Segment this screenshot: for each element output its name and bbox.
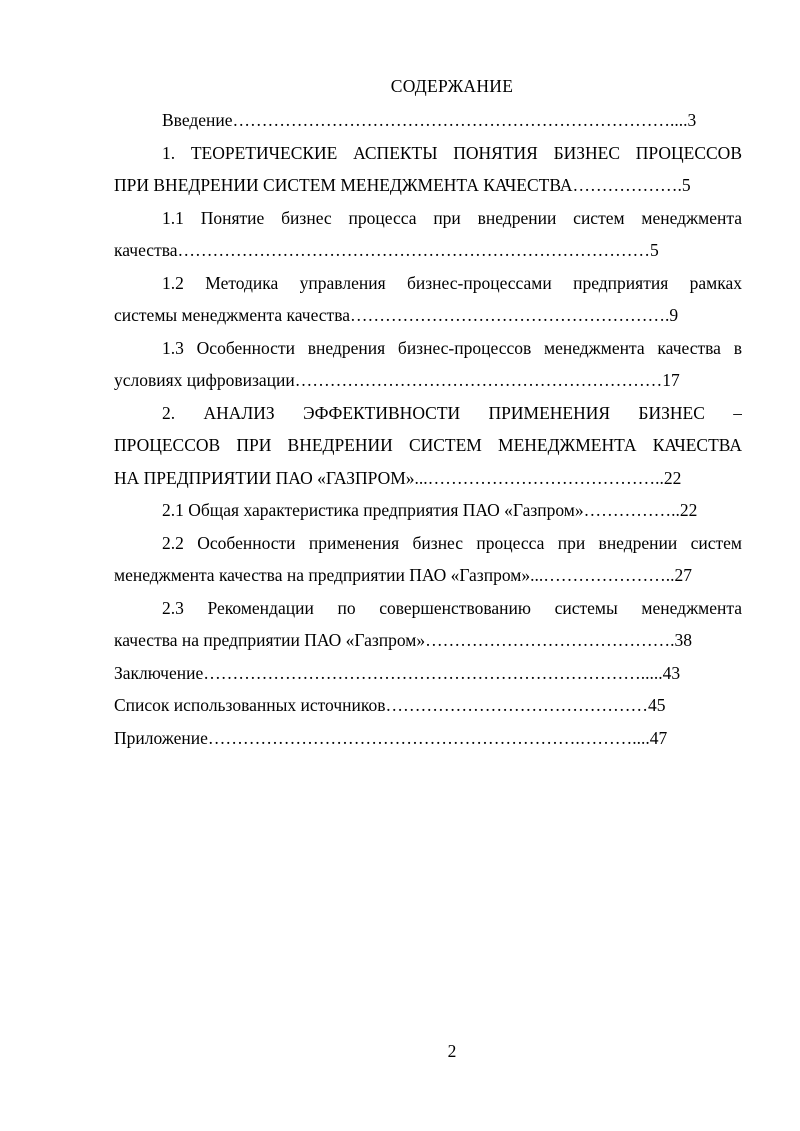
toc-entry-section-1-1	[114, 202, 742, 267]
toc-entry-section-1-3	[114, 332, 742, 397]
toc-entry-appendix	[114, 722, 742, 755]
toc-line: 2. АНАЛИЗ ЭФФЕКТИВНОСТИ ПРИМЕНЕНИЯ БИЗНЕС –	[162, 402, 742, 423]
toc-entry-introduction	[114, 104, 742, 137]
toc-line: НА ПРЕДПРИЯТИИ ПАО «ГАЗПРОМ»...…………………………………..22	[114, 467, 682, 488]
toc-entry-chapter-1	[114, 137, 742, 202]
toc-line: условиях цифровизации………………………………………………………17	[114, 370, 680, 390]
toc-line: ПРИ ВНЕДРЕНИИ СИСТЕМ МЕНЕДЖМЕНТА КАЧЕСТВА……………….5	[114, 175, 691, 195]
toc-line: 1.2 Методика управления бизнес-процессами предприятия рамках	[162, 272, 742, 293]
toc-line: 2.1 Общая характеристика предприятия ПАО «Газпром»……………..22	[162, 500, 698, 520]
toc-entry-chapter-2	[114, 397, 742, 495]
toc-line: Введение…………………………………………………………………....3	[162, 110, 697, 130]
toc-line: Заключение………………………………………………………………….....43	[114, 662, 681, 683]
toc-entry-section-1-2	[114, 267, 742, 332]
toc-line: ПРОЦЕССОВ ПРИ ВНЕДРЕНИИ СИСТЕМ МЕНЕДЖМЕНТА КАЧЕСТВА	[114, 435, 742, 455]
toc-entry-references	[114, 689, 742, 722]
toc-entry-section-2-1	[114, 494, 742, 527]
toc-entry-section-2-3	[114, 592, 742, 657]
toc-line: качества на предприятии ПАО «Газпром»…………………………………….38	[114, 630, 693, 650]
toc-line: 2.2 Особенности применения бизнес процесса при внедрении систем	[162, 532, 742, 553]
toc-entry-section-2-2	[114, 527, 742, 592]
toc-entry-conclusion	[114, 657, 742, 690]
table-of-contents	[114, 104, 742, 754]
toc-line: Приложение……………………………………………………….………....47	[114, 727, 668, 748]
toc-line: 2.3 Рекомендации по совершенствованию системы менеджмента	[162, 597, 742, 618]
toc-line: менеджмента качества на предприятии ПАО «Газпром»...…………………..27	[114, 565, 692, 585]
toc-line: качества………………………………………………………………………5	[114, 240, 659, 260]
toc-line: 1. ТЕОРЕТИЧЕСКИЕ АСПЕКТЫ ПОНЯТИЯ БИЗНЕС ПРОЦЕССОВ	[162, 142, 742, 163]
toc-line: 1.3 Особенности внедрения бизнес-процессов менеджмента качества в	[162, 337, 742, 358]
toc-line: системы менеджмента качества……………………………………………….9	[114, 305, 679, 325]
toc-title: СОДЕРЖАНИЕ	[390, 76, 514, 96]
page-number: 2	[447, 1041, 457, 1061]
toc-line: 1.1 Понятие бизнес процесса при внедрении систем менеджмента	[162, 207, 742, 228]
toc-line: Список использованных источников………………………………………45	[114, 695, 666, 715]
